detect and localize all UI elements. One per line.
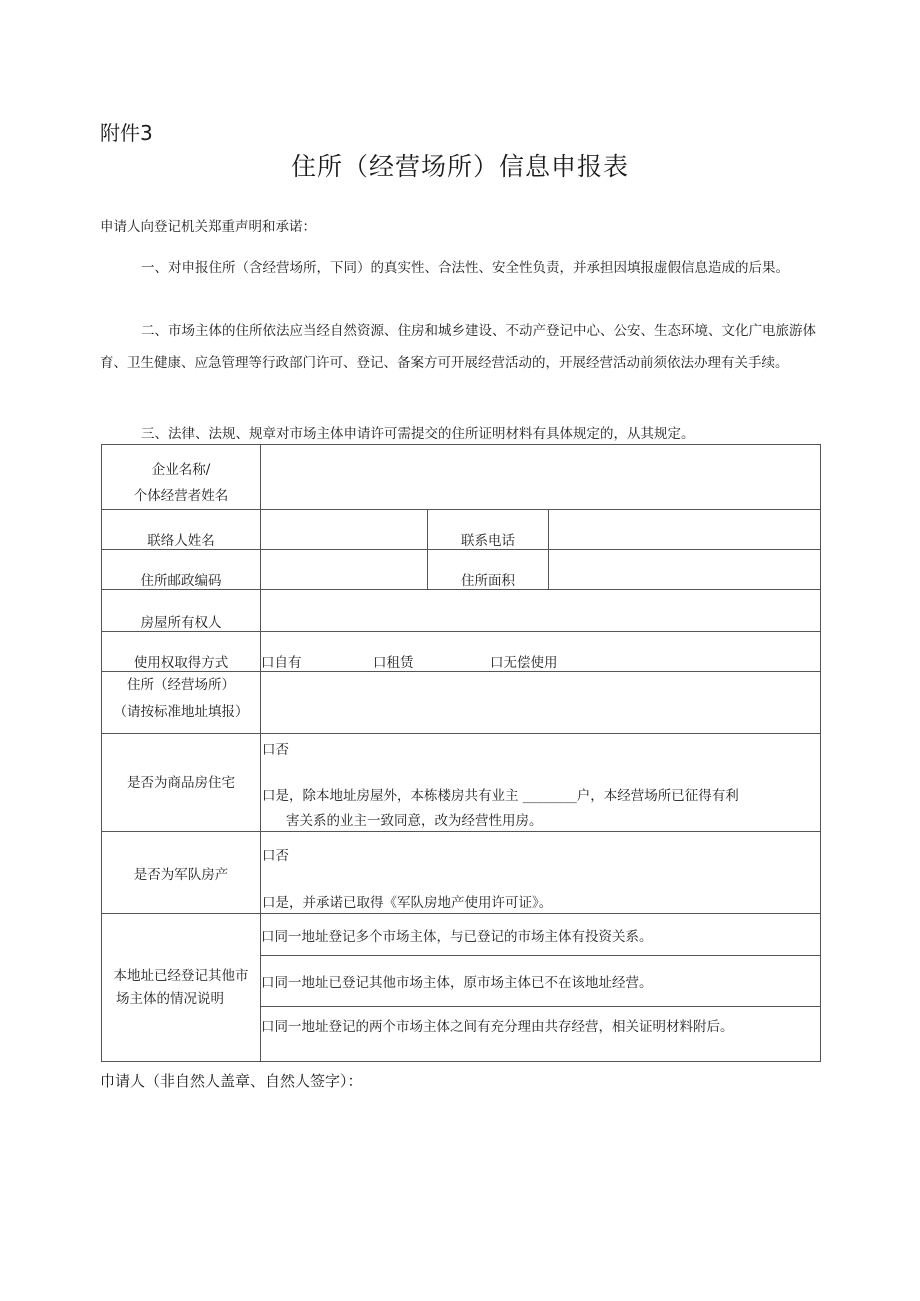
row-contact	[102, 510, 821, 550]
label-area: 住所面积	[428, 550, 549, 590]
option-commercial-yes-continued: 害关系的业主一致同意，改为经营性用房。	[286, 813, 543, 829]
label-address	[102, 672, 261, 734]
label-other-registration	[102, 914, 261, 1062]
row-postal-area	[102, 550, 821, 590]
field-contact-name[interactable]	[261, 510, 428, 550]
field-contact-phone[interactable]	[549, 510, 821, 550]
option-other-original-left[interactable]: 口同一地址已登记其他市场主体，原市场主体已不在该地址经营。	[261, 956, 821, 1007]
field-area[interactable]	[549, 550, 821, 590]
field-postal-code[interactable]	[261, 550, 428, 590]
document-title: 住所（经营场所）信息申报表	[290, 152, 629, 181]
label-other-registration-line2: 场主体的情况说明	[116, 990, 224, 1007]
declaration-item-3: 三、法律、法规、规章对市场主体申请许可需提交的住所证明材料有具体规定的，从其规定。	[141, 426, 695, 442]
option-commercial-no[interactable]: 口否	[262, 742, 289, 758]
label-postal-code: 住所邮政编码	[102, 550, 261, 590]
label-address-line2: （请按标准地址填报）	[113, 704, 249, 720]
label-enterprise-name-line2: 个体经营者姓名	[133, 488, 229, 504]
label-other-registration-line1: 本地址已经登记其他市	[113, 967, 249, 984]
option-military-yes[interactable]: 口是，并承诺已取得《军队房地产使用许可证》。	[262, 895, 553, 911]
field-military	[261, 832, 821, 914]
label-enterprise-name	[102, 445, 261, 510]
field-enterprise-name[interactable]	[261, 445, 821, 510]
label-military: 是否为军队房产	[102, 832, 261, 914]
field-commercial-housing	[261, 734, 821, 832]
label-contact-phone: 联系电话	[428, 510, 549, 550]
label-commercial-housing: 是否为商品房住宅	[102, 734, 261, 832]
option-free-use[interactable]: 口无偿使用	[490, 655, 558, 671]
row-address	[102, 672, 821, 734]
option-self-owned[interactable]: 口自有	[261, 655, 302, 671]
row-owner	[102, 590, 821, 632]
option-commercial-yes[interactable]: 口是，除本地址房屋外，本栋楼房共有业主 ________户，本经营场所已征得有利	[262, 788, 739, 804]
label-use-right: 使用权取得方式	[102, 632, 261, 672]
row-other-registration-1	[102, 914, 821, 956]
row-use-right	[102, 632, 821, 672]
option-other-coexist[interactable]: 口同一地址登记的两个市场主体之间有充分理由共存经营，相关证明材料附后。	[261, 1007, 821, 1062]
label-enterprise-name-line1: 企业名称/	[151, 462, 211, 478]
option-lease[interactable]: 口租赁	[373, 655, 414, 671]
declaration-intro: 申请人向登记机关郑重声明和承诺：	[100, 219, 316, 235]
applicant-signature-label: 巾请人（非自然人盖章、自然人签字）：	[100, 1072, 363, 1090]
option-military-no[interactable]: 口否	[262, 848, 289, 864]
declaration-form-table	[101, 444, 821, 1062]
row-military	[102, 832, 821, 914]
row-commercial-housing	[102, 734, 821, 832]
label-owner: 房屋所有权人	[102, 590, 261, 632]
option-other-invest-relation[interactable]: 口同一地址登记多个市场主体，与已登记的市场主体有投资关系。	[261, 914, 821, 956]
label-contact-name: 联络人姓名	[102, 510, 261, 550]
field-address[interactable]	[261, 672, 821, 734]
row-enterprise-name	[102, 445, 821, 510]
declaration-item-1: 一、对申报住所（含经营场所，下同）的真实性、合法性、安全性负责，并承担因填报虚假信息造成的后果。	[141, 260, 789, 276]
label-address-line1: 住所（经营场所）	[127, 677, 235, 693]
field-use-right	[261, 632, 821, 672]
attachment-label: 附件3	[100, 121, 153, 145]
field-owner[interactable]	[261, 590, 821, 632]
declaration-item-2: 二、市场主体的住所依法应当经自然资源、住房和城乡建设、不动产登记中心、公安、生态环境、文化广电旅游体育、卫生健康、应急管理等行政部门许可、登记、备案方可开展经营活动的，开展经营活动前须依法办理有关手续。	[100, 323, 816, 371]
